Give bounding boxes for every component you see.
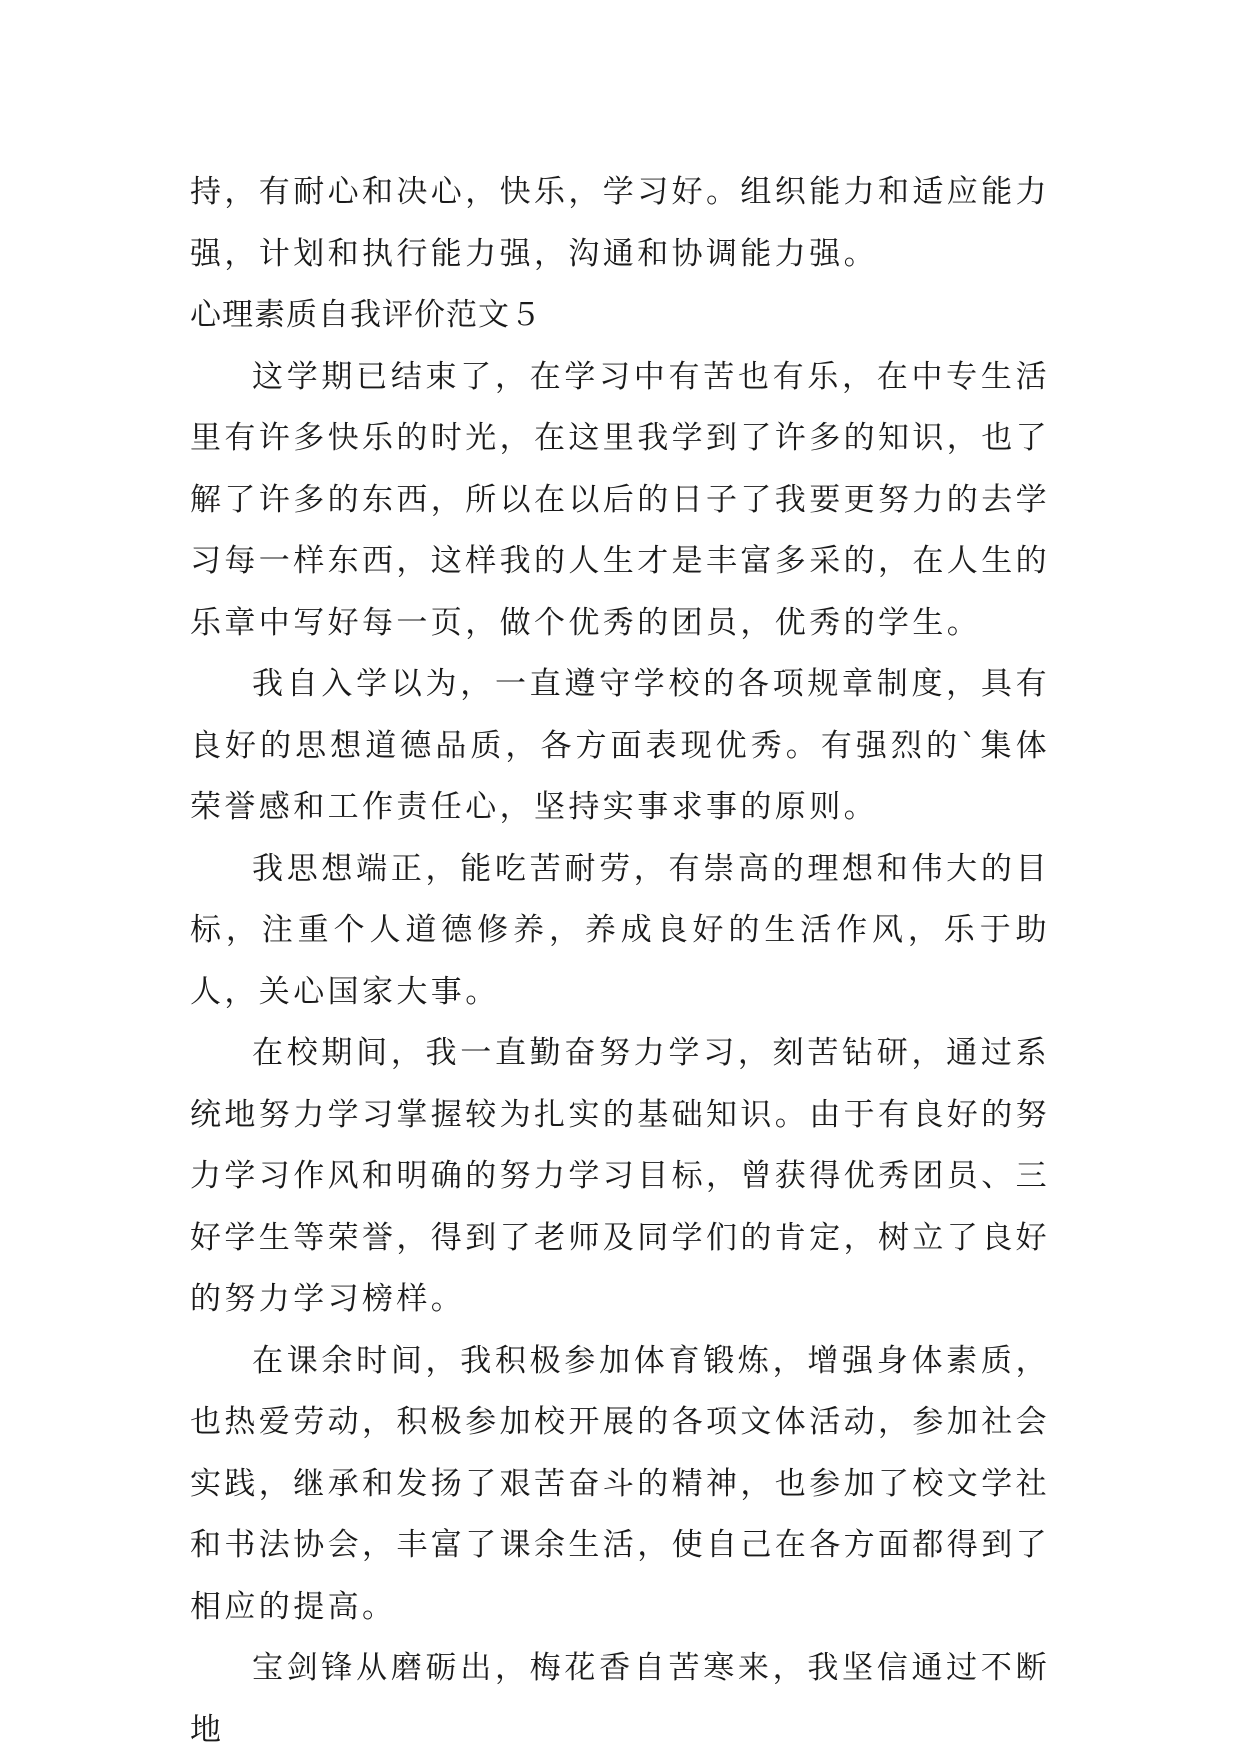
paragraph-continuation: 持，有耐心和决心，快乐，学习好。组织能力和适应能力强，计划和执行能力强，沟通和协调能力强。: [190, 174, 1050, 272]
document-body: [190, 162, 1050, 1761]
paragraph-school-rules: 我自入学以为，一直遵守学校的各项规章制度，具有良好的思想道德品质，各方面表现优秀。有强烈的`集体荣誉感和工作责任心，坚持实事求事的原则。: [190, 666, 1050, 825]
paragraph-extracurricular: 在课余时间，我积极参加体育锻炼，增强身体素质，也热爱劳动，积极参加校开展的各项文体活动，参加社会实践，继承和发扬了艰苦奋斗的精神，也参加了校文学社和书法协会，丰富了课余生活，使自己在各方面都得到了相应的提高。: [190, 1342, 1050, 1625]
paragraph-semester-summary: 这学期已结束了，在学习中有苦也有乐，在中专生活里有许多快乐的时光，在这里我学到了许多的知识，也了解了许多的东西，所以在以后的日子了我要更努力的去学习每一样东西，这样我的人生才是丰富多采的，在人生的乐章中写好每一页，做个优秀的团员，优秀的学生。: [190, 358, 1050, 641]
paragraph-ideology: 我思想端正，能吃苦耐劳，有崇高的理想和伟大的目标，注重个人道德修养，养成良好的生活作风，乐于助人，关心国家大事。: [190, 850, 1050, 1010]
section-heading: 心理素质自我评价范文５: [190, 297, 542, 333]
paragraph-closing: 宝剑锋从磨砺出，梅花香自苦寒来，我坚信通过不断地: [190, 1650, 1050, 1748]
paragraph-study: 在校期间，我一直勤奋努力学习，刻苦钻研，通过系统地努力学习掌握较为扎实的基础知识。由于有良好的努力学习作风和明确的努力学习目标，曾获得优秀团员、三好学生等荣誉，得到了老师及同学们的肯定，树立了良好的努力学习榜样。: [190, 1035, 1050, 1317]
